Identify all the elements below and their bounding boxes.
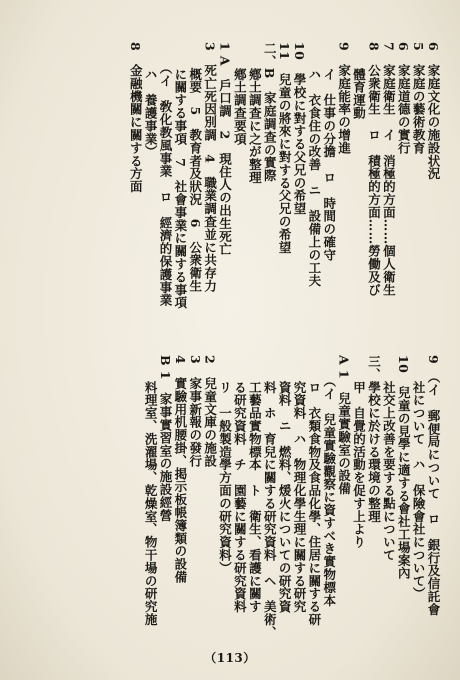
lower-text-block xyxy=(20,355,440,645)
text-column: 資料 ニ 燃料、煖火についての研究資 xyxy=(277,355,293,613)
text-column: 5 家庭の藝術教育 xyxy=(411,42,427,155)
text-column: （イ 敎化教風事業 ロ 經濟的保護事業 xyxy=(157,42,173,307)
text-column: ハ 衣食住の改善 ニ 設備上の工夫 xyxy=(306,42,322,288)
text-column: 10 兒童の見學に適する會社工場案內 xyxy=(396,355,412,580)
text-column: 8 公衆衛生 ロ 積極的方面……勞働及び xyxy=(366,42,382,297)
text-column: 二、B 家庭調查の實際 xyxy=(262,42,278,182)
text-column: 鄕土調查要項 xyxy=(232,42,248,146)
text-column: 10 學校に對する父兄の希望 xyxy=(291,42,307,215)
text-column: 7 家庭衛生 イ 消極的方面……個人衛生 xyxy=(381,42,397,297)
text-column: る研究資料 チ 園藝に關する研究資料 xyxy=(232,355,248,613)
text-column: リ 一般製造學方面の研究資料） xyxy=(217,355,233,575)
text-column: 8 金融機關に關する方面 xyxy=(128,42,144,193)
text-column: 料理室、洗濯場、乾燥室、物干場の研究施 xyxy=(143,355,159,626)
text-column: 9 家庭能率の增進 xyxy=(336,42,352,155)
text-column: 9 （イ 郵便局について ロ 銀行及信託會 xyxy=(426,355,441,616)
text-column: 2 兒童文庫の施設 xyxy=(202,355,218,468)
text-column: イ 仕事の分擔 ロ 時間の確守 xyxy=(321,42,337,262)
text-column: 社交上改善を要する點について xyxy=(381,355,397,562)
text-column: 6 家庭道德の實行 xyxy=(396,42,412,155)
text-column: （イ 兒童實驗觀察に資すべき實物標本 xyxy=(321,355,337,607)
upper-text-block xyxy=(20,42,440,322)
text-column: 究資料 ハ 物理化學生理に關する研究 xyxy=(291,355,307,613)
text-column: 甲 自覺的活動を促す上より xyxy=(351,355,367,549)
text-column: 概要 5 教育者及狀況 6 公衆衛生 xyxy=(187,42,203,293)
text-column: 3 死亡死因別調 4 職業調查並に共存力 xyxy=(202,42,218,293)
text-column: 鄕土調查に之が整理 xyxy=(247,42,263,184)
text-column: 體育運動 xyxy=(351,42,367,120)
page-number: （113） xyxy=(204,651,256,665)
text-column: 社について ハ 保險會社について） xyxy=(411,355,427,601)
text-column: B 1 家事實習室の施設經營 xyxy=(157,355,173,522)
text-column: 4 實驗用机腰掛、掲示板帳簿類の設備 xyxy=(172,355,188,584)
text-column: ロ 衣類食物及食品化學、住居に關する研 xyxy=(306,355,322,626)
text-column: 料 ホ 育兒に關する研究資料 ヘ 美術、 xyxy=(262,355,278,639)
text-column: 1 A 戶口調 2 現住人の出生死亡 xyxy=(217,42,233,256)
text-column: 工藝品實物標本 ト 衛生、看護に關す xyxy=(247,355,263,613)
text-column: ハ 養護事業） xyxy=(143,42,159,159)
text-column: A 1 兒童實驗室の設備 xyxy=(336,355,352,496)
text-column: 3 家事新報の發行 xyxy=(187,355,203,468)
text-column: に關する事項 7 社會事業に關する事項 xyxy=(172,42,188,310)
text-column: 11 兒童の將來に對する父兄の希望 xyxy=(277,42,293,254)
text-column: 三、學校に於ける環境の整理 xyxy=(366,355,382,523)
text-column: 6 家庭文化の施設状況 xyxy=(426,42,441,181)
